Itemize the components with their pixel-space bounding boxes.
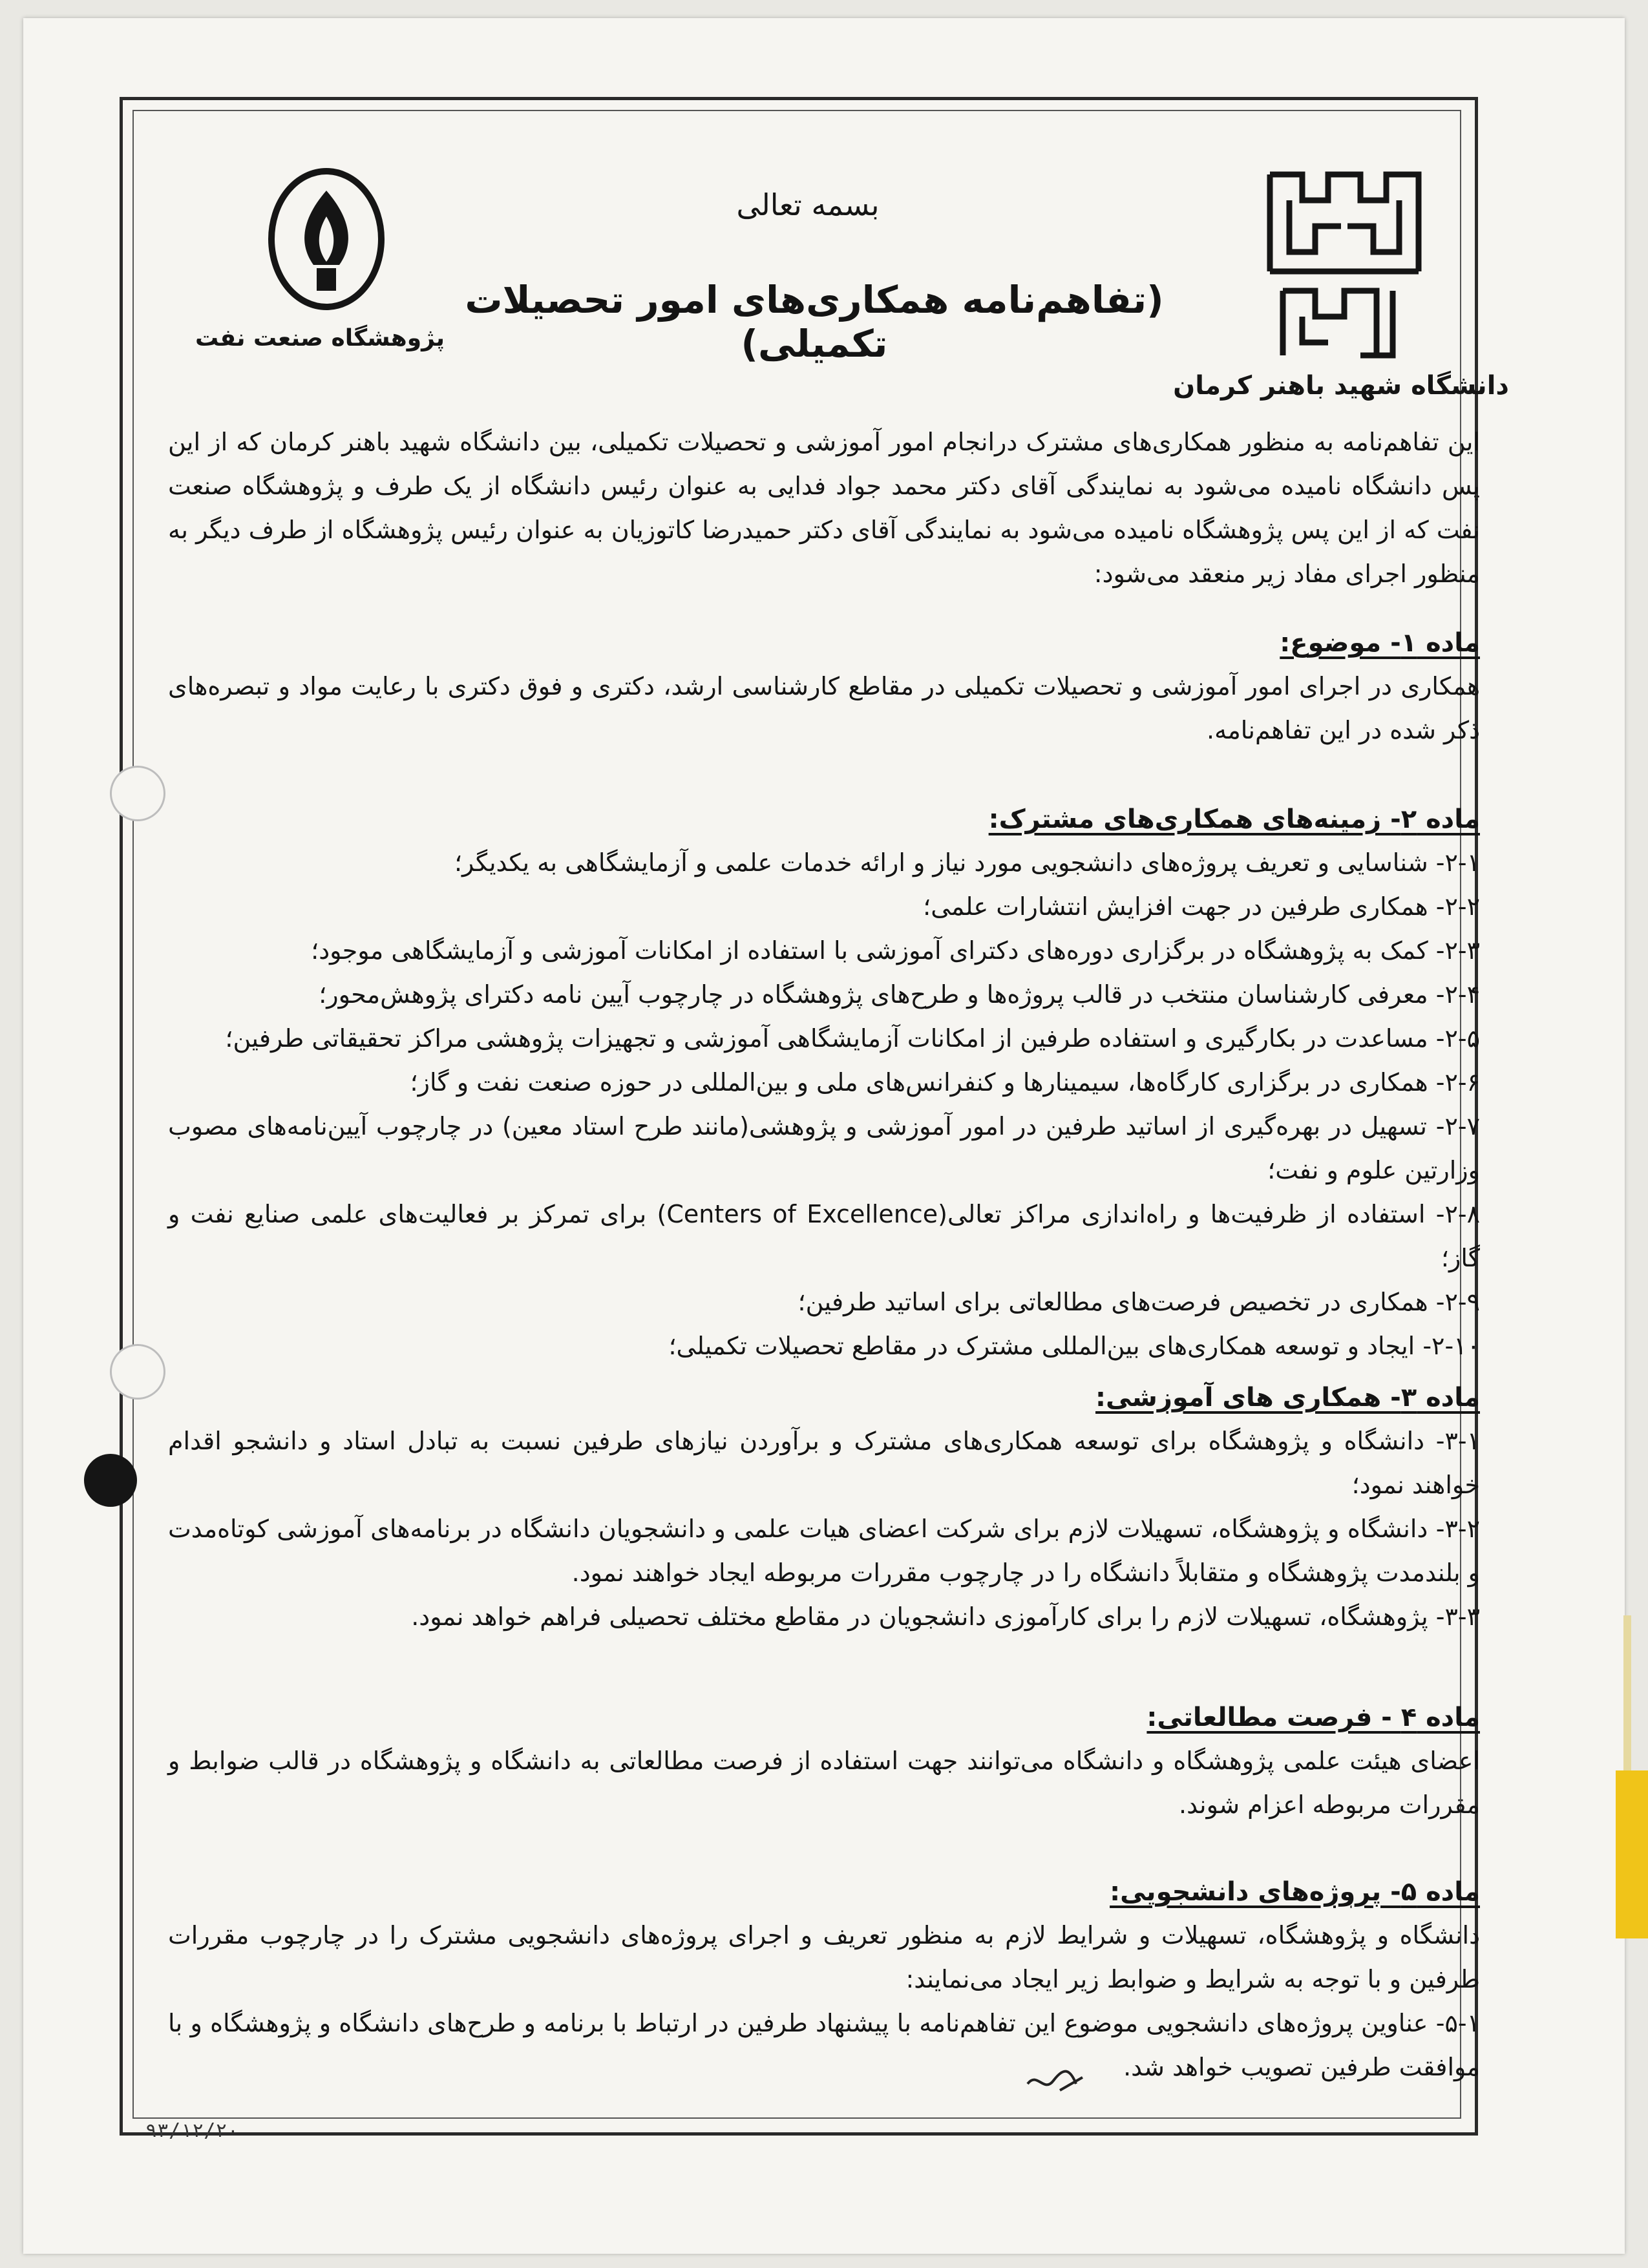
paper-edge: [1623, 1615, 1631, 1770]
article-4-heading: ماده ۴ - فرصت مطالعاتی:: [1146, 1703, 1480, 1732]
article-2-item: ۲-۹- همکاری در تخصیص فرصت‌های مطالعاتی برای اساتید طرفین؛: [798, 1288, 1480, 1316]
article-3-item: ۳-۱- دانشگاه و پژوهشگاه برای توسعه همکاری‌های مشترک و برآوردن نیازهای طرفین نسبت به تبادل استاد و دانشجو اقدام خواهند نمود؛: [168, 1427, 1480, 1499]
signature: [1021, 2058, 1092, 2103]
page-title: (تفاهم‌نامه همکاری‌های امور تحصیلات تکمیلی): [465, 278, 1164, 366]
article-5-item: ۵-۱- عناوین پروژه‌های دانشجویی موضوع این تفاهم‌نامه با پیشنهاد طرفین در ارتباط با برنامه و طرح‌های دانشگاه و پژوهشگاه و با موافقت طرفین تصویب خواهد شد.: [168, 2009, 1480, 2081]
institute-logo-text: پژوهشگاه صنعت نفت: [195, 325, 445, 352]
article-4-text: اعضای هیئت علمی پژوهشگاه و دانشگاه می‌توانند جهت استفاده از فرصت مطالعاتی به دانشگاه و پژوهشگاه در قالب ضوابط و مقررات مربوطه اعزام شوند.: [168, 1747, 1480, 1819]
article-4: [168, 1696, 1480, 1827]
university-logo-text: دانشگاه شهید باهنر کرمان: [1173, 371, 1509, 401]
article-2-item: ۲-۶- همکاری در برگزاری کارگاه‌ها، سیمینارها و کنفرانس‌های ملی و بین‌المللی در حوزه صنعت نفت و گاز؛: [410, 1068, 1480, 1097]
sticky-tab: [1616, 1770, 1648, 1938]
article-3-item: ۳-۳- پژوهشگاه، تسهیلات لازم را برای کارآموزی دانشجویان در مقاطع مختلف تحصیلی فراهم خواهد نمود.: [411, 1602, 1480, 1631]
intro-text: این تفاهم‌نامه به منظور همکاری‌های مشترک درانجام امور آموزشی و تحصیلات تکمیلی، بین دانشگاه شهید باهنر کرمان که از این پس دانشگاه نامیده می‌شود به نمایندگی آقای دکتر محمد جواد فدایی به عنوان رئیس دانشگاه از یک طرف و پژوهشگاه صنعت نفت که از این پس پژوهشگاه نامیده می‌شود به نمایندگی آقای دکتر حمیدرضا کاتوزیان به عنوان رئیس پژوهشگاه از طرف دیگر به منظور اجرای مفاد زیر منعقد می‌شود:: [168, 428, 1480, 588]
article-3-heading: ماده ۳- همکاری های آموزشی:: [1095, 1383, 1480, 1412]
article-2-item: ۲-۷- تسهیل در بهره‌گیری از اساتید طرفین در امور آموزشی و پژوهشی(مانند طرح استاد معین) در چارچوب آیین‌نامه‌های مصوب وزارتین علوم و نفت؛: [168, 1112, 1480, 1184]
punch-hole: [110, 1344, 165, 1400]
punch-hole: [84, 1454, 137, 1507]
punch-hole: [110, 766, 165, 821]
article-3-item: ۳-۲- دانشگاه و پژوهشگاه، تسهیلات لازم برای شرکت اعضای هیات علمی و دانشجویان دانشگاه در برنامه‌های آموزشی کوتاه‌مدت و بلندمدت پژوهشگاه و متقابلاً دانشگاه را در چارچوب مقررات مربوطه ایجاد خواهند نمود.: [168, 1515, 1480, 1587]
article-1-heading: ماده ۱- موضوع:: [1280, 628, 1480, 658]
article-5: [168, 1871, 1480, 2089]
article-1-text: همکاری در اجرای امور آموزشی و تحصیلات تکمیلی در مقاطع کارشناسی ارشد، دکتری و فوق دکتری با رعایت مواد و تبصره‌های ذکر شده در این تفاهم‌نامه.: [168, 672, 1480, 744]
date-stamp: ۹۳/۱۲/۲۰: [145, 2119, 239, 2142]
intro-paragraph: [168, 420, 1480, 752]
article-3: [168, 1376, 1480, 1639]
article-2: [168, 798, 1480, 1368]
article-2-item: ۲-۴- معرفی کارشناسان منتخب در قالب پروژه‌ها و طرح‌های پژوهشگاه در چارچوب آیین نامه دکترای پژوهش‌محور؛: [319, 980, 1480, 1009]
article-2-item: ۲-۱۰- ایجاد و توسعه همکاری‌های بین‌المللی مشترک در مقاطع تحصیلات تکمیلی؛: [668, 1332, 1480, 1360]
article-2-item: ۲-۱- شناسایی و تعریف پروژه‌های دانشجویی مورد نیاز و ارائه خدمات علمی و آزمایشگاهی به یکدیگر؛: [454, 848, 1480, 877]
bismillah-header: بسمه تعالی: [736, 187, 880, 222]
article-5-text: دانشگاه و پژوهشگاه، تسهیلات و شرایط لازم به منظور تعریف و اجرای پروژه‌های دانشجویی مشترک را در چارچوب مقررات طرفین و با توجه به شرایط و ضوابط زیر ایجاد می‌نمایند:: [168, 1921, 1480, 1993]
university-logo: [1173, 162, 1509, 407]
article-2-heading: ماده ۲- زمینه‌های همکاری‌های مشترک:: [988, 804, 1480, 834]
article-2-item: ۲-۸- استفاده از ظرفیت‌ها و راه‌اندازی مراکز تعالی(Centers of Excellence) برای تمرکز بر فعالیت‌های علمی صنایع نفت و گاز؛: [168, 1200, 1480, 1272]
article-2-item: ۲-۲- همکاری طرفین در جهت افزایش انتشارات علمی؛: [923, 892, 1480, 921]
institute-logo: [195, 158, 445, 352]
article-5-heading: ماده ۵- پروژه‌های دانشجویی:: [1110, 1877, 1480, 1907]
article-2-item: ۲-۳- کمک به پژوهشگاه در برگزاری دوره‌های دکترای آموزشی با استفاده از امکانات آموزشی و آزمایشگاهی موجود؛: [311, 936, 1480, 965]
article-2-item: ۲-۵- مساعدت در بکارگیری و استفاده طرفین از امکانات آزمایشگاهی آموزشی و تجهیزات پژوهشی مراکز تحقیقاتی طرفین؛: [225, 1024, 1480, 1053]
